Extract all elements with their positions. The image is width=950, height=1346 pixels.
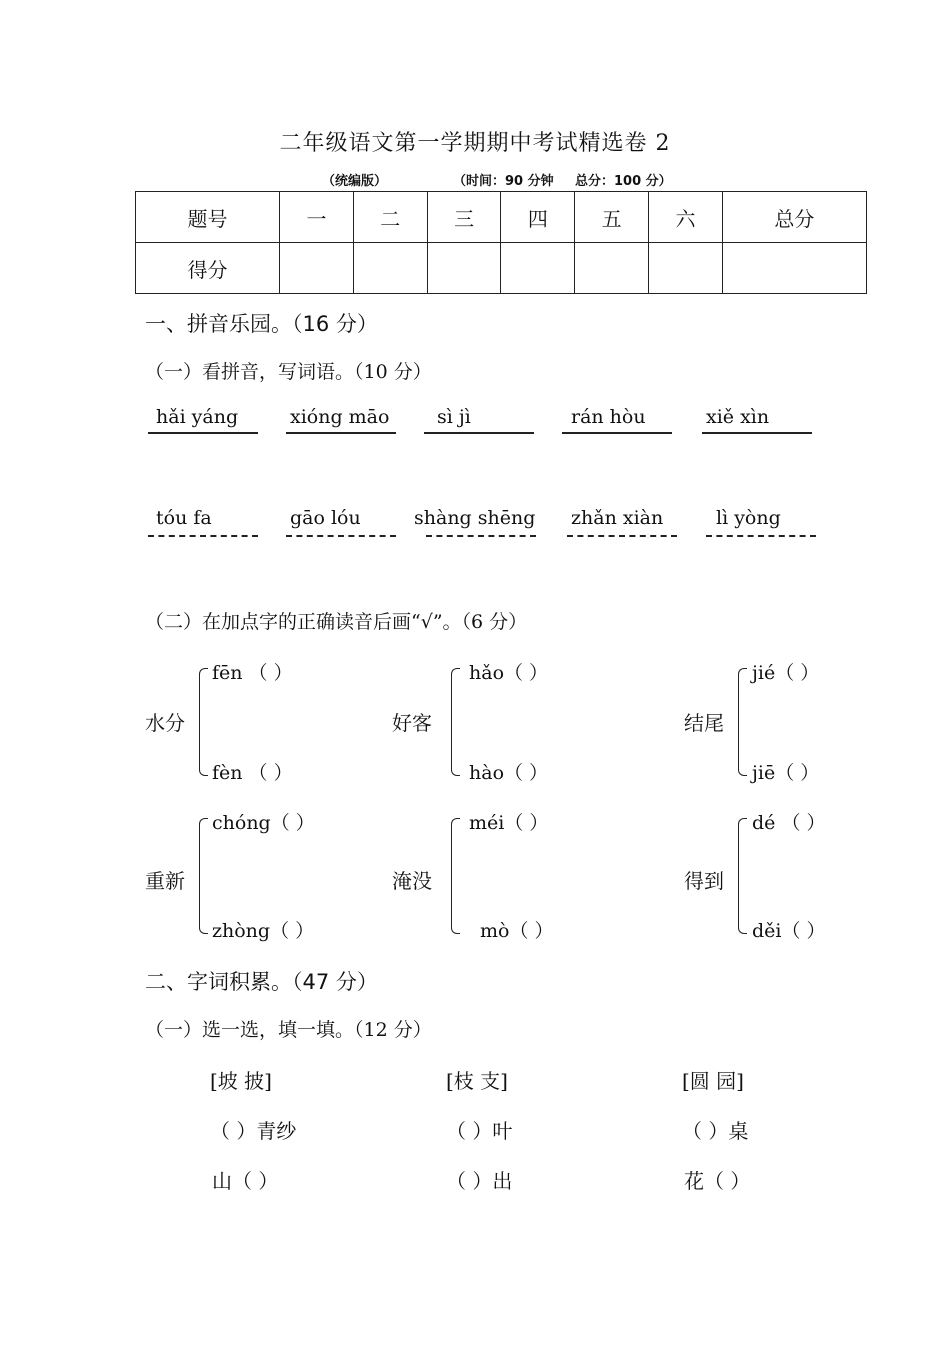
score-header-cell: 三 bbox=[427, 192, 501, 243]
pinyin-item: lì yòng bbox=[716, 507, 781, 529]
reading-option[interactable]: jié（ ） bbox=[752, 662, 820, 684]
reading-word: 淹没 bbox=[392, 869, 432, 893]
fill-blank[interactable]: （ ）青纱 bbox=[210, 1119, 297, 1143]
score-header-cell: 总分 bbox=[722, 192, 866, 243]
reading-option[interactable]: hǎo（ ） bbox=[469, 662, 549, 684]
section2-heading: 二、字词积累。（47 分） bbox=[145, 970, 378, 994]
reading-word: 结尾 bbox=[684, 711, 724, 735]
time-label: （时间：90 分钟 bbox=[453, 174, 554, 189]
reading-option[interactable]: chóng（ ） bbox=[212, 812, 315, 834]
page-title: 二年级语文第一学期期中考试精选卷 2 bbox=[279, 131, 671, 156]
score-input-cell[interactable] bbox=[575, 243, 649, 294]
answer-line[interactable] bbox=[424, 432, 534, 434]
answer-line[interactable] bbox=[148, 535, 258, 537]
answer-line[interactable] bbox=[567, 535, 677, 537]
score-header-cell: 一 bbox=[280, 192, 354, 243]
reading-option[interactable]: jiē（ ） bbox=[752, 762, 820, 784]
reading-option[interactable]: mò（ ） bbox=[480, 920, 554, 942]
score-table bbox=[135, 191, 867, 294]
pinyin-item: xióng māo bbox=[290, 406, 390, 428]
score-input-cell[interactable] bbox=[722, 243, 866, 294]
answer-line[interactable] bbox=[426, 535, 536, 537]
score-input-cell[interactable] bbox=[501, 243, 575, 294]
brace-icon bbox=[199, 818, 208, 934]
choice-pair: [枝 支] bbox=[446, 1069, 508, 1093]
brace-icon bbox=[451, 818, 460, 934]
reading-option[interactable]: fèn （ ） bbox=[212, 762, 293, 784]
score-header-cell: 五 bbox=[575, 192, 649, 243]
pinyin-item: xiě xìn bbox=[706, 406, 770, 428]
score-input-cell[interactable] bbox=[427, 243, 501, 294]
edition-label: （统编版） bbox=[322, 174, 388, 189]
pinyin-item: rán hòu bbox=[571, 406, 646, 428]
brace-icon bbox=[738, 818, 747, 934]
total-score-label: 总分：100 分） bbox=[575, 174, 672, 189]
score-table-score-row bbox=[136, 243, 867, 294]
reading-option[interactable]: zhòng（ ） bbox=[212, 920, 315, 942]
choice-pair: [圆 园] bbox=[682, 1069, 744, 1093]
reading-option[interactable]: méi（ ） bbox=[469, 812, 549, 834]
reading-word: 水分 bbox=[145, 711, 185, 735]
answer-line[interactable] bbox=[286, 535, 396, 537]
reading-option[interactable]: hào（ ） bbox=[469, 762, 549, 784]
answer-line[interactable] bbox=[148, 432, 258, 434]
reading-option[interactable]: dé （ ） bbox=[752, 812, 826, 834]
part2-heading: （二）在加点字的正确读音后画“√”。（6 分） bbox=[145, 611, 528, 633]
fill-blank[interactable]: （ ）出 bbox=[446, 1169, 513, 1193]
brace-icon bbox=[738, 668, 747, 776]
score-header-cell: 题号 bbox=[136, 192, 280, 243]
reading-word: 重新 bbox=[145, 869, 185, 893]
score-input-cell[interactable] bbox=[353, 243, 427, 294]
choice-pair: [坡 披] bbox=[210, 1069, 272, 1093]
answer-line[interactable] bbox=[702, 432, 812, 434]
pinyin-item: zhǎn xiàn bbox=[571, 507, 664, 529]
answer-line[interactable] bbox=[562, 432, 672, 434]
reading-word: 得到 bbox=[684, 869, 724, 893]
pinyin-item: hǎi yáng bbox=[156, 406, 239, 428]
score-input-cell[interactable] bbox=[280, 243, 354, 294]
reading-option[interactable]: děi（ ） bbox=[752, 920, 826, 942]
pinyin-item: shàng shēng bbox=[414, 507, 536, 529]
answer-line[interactable] bbox=[286, 432, 396, 434]
answer-line[interactable] bbox=[706, 535, 816, 537]
section2-part1-heading: （一）选一选，填一填。（12 分） bbox=[145, 1019, 432, 1041]
fill-blank[interactable]: 花（ ） bbox=[684, 1169, 751, 1193]
pinyin-item: gāo lóu bbox=[290, 507, 361, 529]
score-header-cell: 四 bbox=[501, 192, 575, 243]
score-header-cell: 二 bbox=[353, 192, 427, 243]
section1-heading: 一、拼音乐园。（16 分） bbox=[145, 312, 378, 336]
fill-blank[interactable]: （ ）叶 bbox=[446, 1119, 513, 1143]
score-table-header-row bbox=[136, 192, 867, 243]
score-row-label: 得分 bbox=[136, 243, 280, 294]
pinyin-item: sì jì bbox=[437, 406, 471, 428]
fill-blank[interactable]: （ ）桌 bbox=[682, 1119, 749, 1143]
pinyin-item: tóu fa bbox=[156, 507, 212, 529]
fill-blank[interactable]: 山（ ） bbox=[212, 1169, 279, 1193]
reading-word: 好客 bbox=[392, 711, 432, 735]
score-header-cell: 六 bbox=[649, 192, 723, 243]
part1-heading: （一）看拼音，写词语。（10 分） bbox=[145, 361, 432, 383]
reading-option[interactable]: fēn （ ） bbox=[212, 662, 293, 684]
brace-icon bbox=[199, 668, 208, 776]
score-input-cell[interactable] bbox=[649, 243, 723, 294]
brace-icon bbox=[451, 668, 460, 776]
